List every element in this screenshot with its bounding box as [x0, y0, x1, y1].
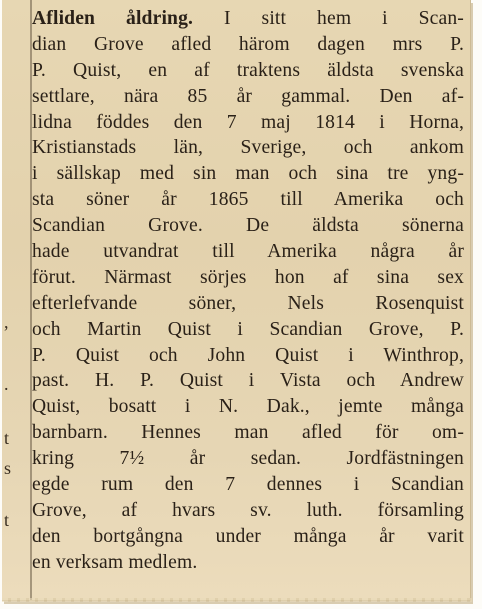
article-line: hade utvandrat till Amerika några år [32, 241, 464, 263]
article-line: dian Grove afled härom dagen mrs P. [32, 33, 464, 55]
margin-fragment: s [4, 458, 12, 478]
article-line: settlare, nära 85 år gammal. Den af- [32, 85, 464, 107]
article-line: past. H. P. Quist i Vista och Andrew [32, 370, 464, 392]
article-line: kring 7½ år sedan. Jordfästningen [32, 448, 464, 470]
article-line: I sitt hem i Scan- [223, 8, 464, 29]
article-line: Quist, bosatt i N. Dak., jemte många [32, 396, 464, 418]
adjacent-column-fragments [2, 0, 30, 600]
margin-fragment: t [4, 428, 10, 448]
article-line: lidna föddes den 7 maj 1814 i Horna, [32, 111, 464, 133]
article-line: Scandian Grove. De äldsta sönerna [32, 215, 464, 237]
article-line: i sällskap med sin man och sina tre yng- [32, 163, 464, 185]
margin-fragment: t [4, 510, 10, 530]
article-line-first [32, 6, 464, 32]
article-line: förut. Närmast sörjes hon af sina sex [32, 266, 464, 288]
article-line: efterlefvande söner, Nels Rosenquist [32, 292, 464, 314]
article-line: Grove, af hvars sv. luth. församling [32, 499, 464, 521]
article-line: och Martin Quist i Scandian Grove, P. [32, 318, 464, 340]
margin-fragment: , [4, 312, 9, 332]
margin-fragment: . [4, 374, 9, 394]
article-line: P. Quist, en af traktens äldsta svenska [32, 59, 464, 81]
article-line: Kristianstads län, Sverige, och ankom [32, 137, 464, 159]
article-line: en verksam medlem. [32, 551, 198, 573]
article-line: egde rum den 7 dennes i Scandian [32, 474, 464, 496]
article-headline: Afliden åldring. [32, 8, 194, 29]
article-line: sta söner år 1865 till Amerika och [32, 189, 464, 211]
article-line: P. Quist och John Quist i Winthrop, [32, 344, 464, 366]
newspaper-clipping [2, 0, 471, 601]
torn-edge [2, 598, 472, 602]
obituary-article [32, 6, 464, 576]
article-line: barnbarn. Hennes man afled för om- [32, 422, 464, 444]
article-line: den bortgångna under många år varit [32, 525, 464, 547]
